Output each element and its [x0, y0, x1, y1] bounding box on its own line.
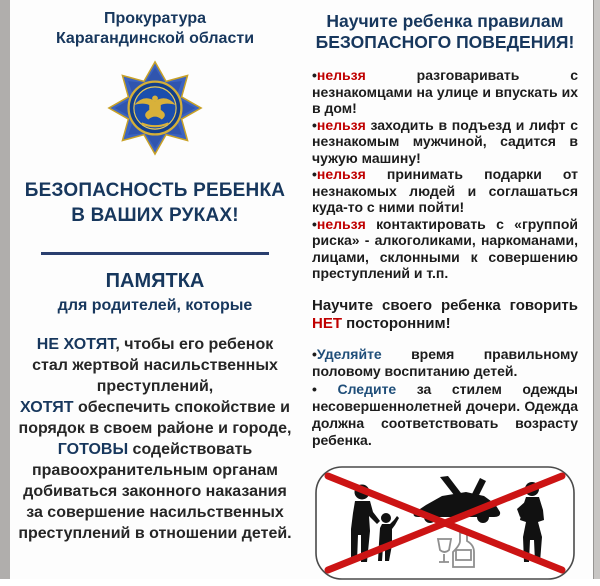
main-title-line1: БЕЗОПАСНОСТЬ РЕБЕНКА	[24, 180, 286, 201]
bullet-marker: •	[312, 345, 317, 362]
bullet-marker: •	[312, 380, 338, 397]
paragraph-segment	[18, 441, 291, 542]
left-column	[10, 0, 300, 579]
advice-list	[312, 346, 578, 449]
bullet-marker: •	[312, 166, 317, 182]
paragraph-segment	[32, 336, 278, 395]
right-frame-bar	[593, 0, 600, 579]
rule-text: контактировать с «группой риска» - алкоголиками, наркоманами, лицами, склонными к совершению преступлений и т.п.	[312, 215, 578, 281]
rule-item	[312, 166, 578, 216]
prohibition-image	[312, 465, 578, 586]
parents-paragraph	[17, 334, 293, 544]
say-no-paragraph	[312, 297, 578, 333]
keyword-hotyat: ХОТЯТ	[20, 399, 74, 416]
advice-item	[312, 346, 578, 380]
say-no-before: Научите своего ребенка говорить	[312, 296, 578, 314]
paragraph-segment	[19, 399, 292, 437]
rule-text: принимать подарки от незнакомых людей и соглашаться куда-то с ними пойти!	[312, 166, 578, 215]
prosecutor-emblem-icon	[10, 60, 300, 161]
advice-item	[312, 381, 578, 449]
divider-line	[41, 252, 269, 255]
segment-text: содействовать правоохранительным органам добиваться законного наказания за совершение насильственных преступлений в отношении детей.	[18, 441, 292, 542]
advice-text: время правильному половому воспитанию детей.	[312, 345, 578, 379]
main-title	[10, 178, 300, 228]
advice-keyword: Уделяйте	[316, 345, 382, 362]
memo-subtitle: для родителей, которые	[57, 297, 253, 314]
keyword-gotovy: ГОТОВЫ	[57, 441, 129, 458]
leaflet-content	[10, 0, 593, 579]
say-no-after: посторонним!	[342, 314, 451, 332]
segment-text: , чтобы его ребенок стал жертвой насильственных преступлений,	[32, 336, 278, 395]
bullet-marker: •	[312, 116, 317, 133]
right-column	[300, 0, 593, 579]
rules-title-line1: Научите ребенка правилам	[326, 11, 564, 31]
organization-line2: Карагандинской области	[55, 30, 255, 47]
memo-title: ПАМЯТКА	[105, 270, 205, 292]
segment-text: обеспечить спокойствие и порядок в своем районе и городе,	[18, 399, 292, 437]
left-frame-bar	[0, 0, 10, 579]
say-no-highlight: НЕТ	[312, 314, 342, 332]
forbidden-rules-list	[312, 67, 578, 282]
rules-title	[312, 11, 578, 53]
rule-item	[312, 117, 578, 167]
rule-keyword: нельзя	[316, 67, 366, 83]
keyword-ne-hotyat: НЕ ХОТЯТ	[36, 336, 116, 353]
rule-item	[312, 216, 578, 282]
rule-keyword: нельзя	[316, 166, 366, 182]
rule-keyword: нельзя	[316, 116, 366, 133]
organization-name	[10, 9, 300, 49]
advice-text: за стилем одежды несовершеннолетней дочери. Одежда должна соответствовать возрасту ребенка.	[312, 380, 578, 448]
rule-keyword: нельзя	[316, 215, 366, 232]
rule-text: заходить в подъезд и лифт с незнакомым мужчиной, садится в чужую машину!	[312, 116, 578, 166]
advice-keyword: Следите	[337, 380, 397, 397]
rule-text: разговаривать с незнакомцами на улице и впускать их в дом!	[312, 67, 578, 116]
organization-line1: Прокуратура	[103, 10, 206, 27]
rule-item	[312, 67, 578, 117]
main-title-line2: В ВАШИХ РУКАХ!	[71, 205, 239, 226]
bullet-marker: •	[312, 67, 317, 83]
rules-title-line2: БЕЗОПАСНОГО ПОВЕДЕНИЯ!	[315, 32, 575, 52]
bullet-marker: •	[312, 215, 317, 232]
